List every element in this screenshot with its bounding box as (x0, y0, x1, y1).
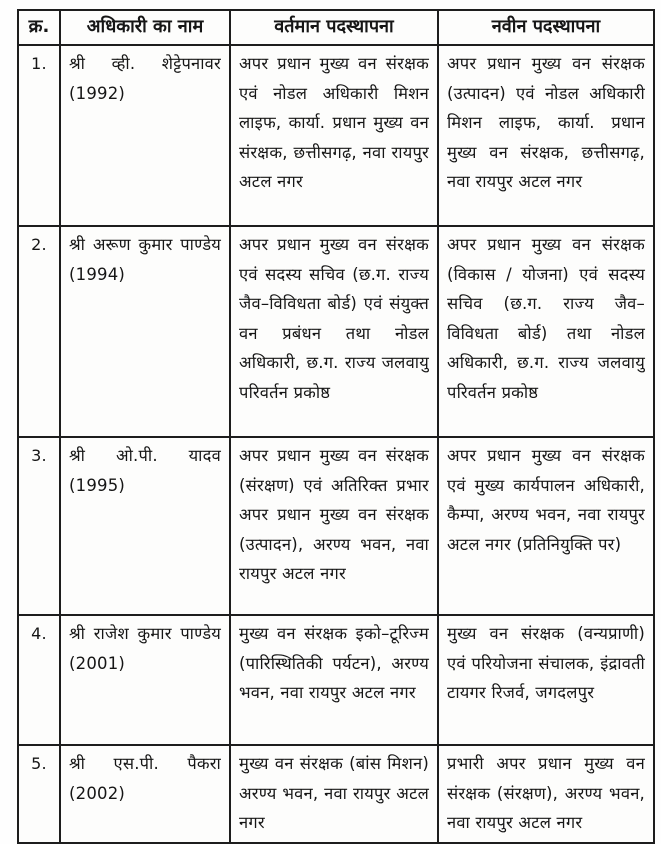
current-posting-cell: अपर प्रधान मुख्य वन संरक्षक एवं नोडल अधिकारी मिशन लाइफ, कार्या. प्रधान मुख्य वन संरक्षक, छत्तीसगढ़, नवा रायपुर अटल नगर (230, 45, 438, 226)
new-posting-cell: अपर प्रधान मुख्य वन संरक्षक (उत्पादन) एवं नोडल अधिकारी मिशन लाइफ, कार्या. प्रधान मुख्य वन संरक्षक, छत्तीसगढ़, नवा रायपुर अटल नगर (438, 45, 654, 226)
officer-name-cell: श्री एस.पी. पैकरा (2002) (60, 745, 230, 843)
table-row (18, 745, 654, 843)
new-posting-cell: अपर प्रधान मुख्य वन संरक्षक (विकास / योजना) एवं सदस्य सचिव (छ.ग. राज्य जैव–विविधता बोर्ड) तथा नोडल अधिकारी, छ.ग. राज्य जलवायु परिवर्तन प्रकोष्ठ (438, 226, 654, 437)
officer-name-cell: श्री व्ही. शेट्टेपनावर (1992) (60, 45, 230, 226)
officer-name-cell: श्री ओ.पी. यादव (1995) (60, 437, 230, 615)
new-posting-cell: अपर प्रधान मुख्य वन संरक्षक एवं मुख्य कार्यपालन अधिकारी, कैम्पा, अरण्य भवन, नवा रायपुर अटल नगर (प्रतिनियुक्ति पर) (438, 437, 654, 615)
table-row (18, 615, 654, 745)
new-posting-cell: प्रभारी अपर प्रधान मुख्य वन संरक्षक (संरक्षण), अरण्य भवन, नवा रायपुर अटल नगर (438, 745, 654, 843)
header-serial: क्र. (18, 10, 60, 45)
table-header-row (18, 10, 654, 45)
serial-cell: 1. (18, 45, 60, 226)
header-new-posting: नवीन पदस्थापना (438, 10, 654, 45)
current-posting-cell: अपर प्रधान मुख्य वन संरक्षक एवं सदस्य सचिव (छ.ग. राज्य जैव–विविधता बोर्ड) एवं संयुक्त वन प्रबंधन तथा नोडल अधिकारी, छ.ग. राज्य जलवायु परिवर्तन प्रकोष्ठ (230, 226, 438, 437)
table-row (18, 45, 654, 226)
current-posting-cell: मुख्य वन संरक्षक (बांस मिशन) अरण्य भवन, नवा रायपुर अटल नगर (230, 745, 438, 843)
current-posting-cell: अपर प्रधान मुख्य वन संरक्षक (संरक्षण) एवं अतिरिक्त प्रभार अपर प्रधान मुख्य वन संरक्षक (उत्पादन), अरण्य भवन, नवा रायपुर अटल नगर (230, 437, 438, 615)
serial-cell: 5. (18, 745, 60, 843)
officer-name-cell: श्री अरूण कुमार पाण्डेय (1994) (60, 226, 230, 437)
header-officer-name: अधिकारी का नाम (60, 10, 230, 45)
table-row (18, 226, 654, 437)
officer-name-cell: श्री राजेश कुमार पाण्डेय (2001) (60, 615, 230, 745)
new-posting-cell: मुख्य वन संरक्षक (वन्यप्राणी) एवं परियोजना संचालक, इंद्रावती टायगर रिजर्व, जगदलपुर (438, 615, 654, 745)
serial-cell: 4. (18, 615, 60, 745)
serial-cell: 3. (18, 437, 60, 615)
table-row (18, 437, 654, 615)
header-current-posting: वर्तमान पदस्थापना (230, 10, 438, 45)
officers-posting-table (17, 9, 655, 844)
current-posting-cell: मुख्य वन संरक्षक इको–टूरिज्म (पारिस्थितिकी पर्यटन), अरण्य भवन, नवा रायपुर अटल नगर (230, 615, 438, 745)
serial-cell: 2. (18, 226, 60, 437)
